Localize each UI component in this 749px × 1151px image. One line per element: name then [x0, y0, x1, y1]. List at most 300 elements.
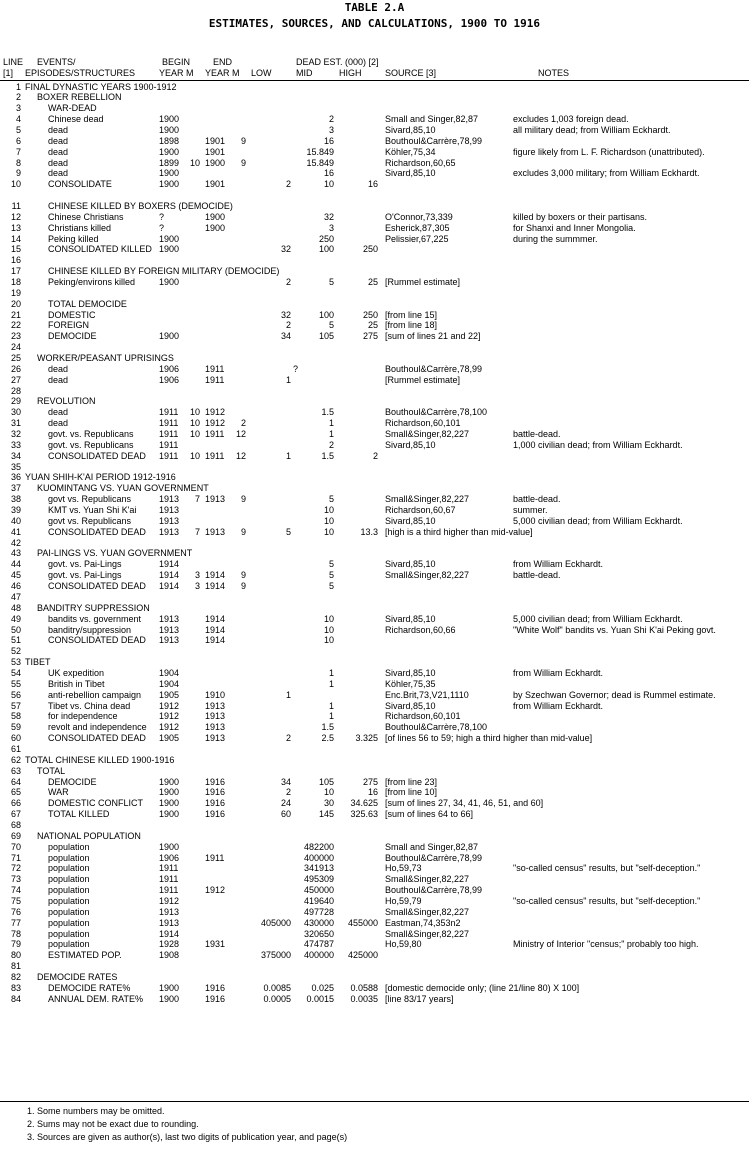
row-line-number: 65 [10, 787, 21, 798]
header-line: LINE [3, 57, 24, 67]
row-line-number: 29 [10, 396, 21, 407]
row-source: [line 83/17 years] [385, 993, 454, 1004]
row-line-number: 15 [10, 244, 21, 255]
row-begin-year: 1913 [159, 613, 180, 624]
row-source: Bouthoul&Carrère,78,100 [385, 722, 488, 733]
row-begin-year: 1899 [159, 157, 180, 168]
row-line-number: 69 [10, 830, 21, 841]
row-begin-year: 1911 [159, 863, 179, 874]
row-event: TOTAL CHINESE KILLED 1900-1916 [25, 754, 175, 765]
table-row [0, 462, 749, 473]
row-mid-estimate: 1 [328, 418, 334, 429]
table-row [0, 168, 749, 179]
row-begin-year: 1911 [159, 885, 179, 896]
row-end-month: 9 [240, 157, 246, 168]
row-high-estimate: 0.0035 [350, 993, 378, 1004]
row-end-year: 1913 [205, 526, 226, 537]
row-source: Esherick,87,305 [385, 222, 450, 233]
row-event: dead [48, 374, 69, 385]
row-low-estimate: 375000 [260, 950, 291, 961]
row-begin-year: 1900 [159, 993, 180, 1004]
table-row [0, 592, 749, 603]
row-source: Sivard,85,10 [385, 515, 436, 526]
row-end-year: 1901 [205, 135, 226, 146]
table-row [0, 668, 749, 679]
row-line-number: 13 [10, 222, 21, 233]
row-source: Richardson,60,66 [385, 624, 456, 635]
row-begin-year: 1900 [159, 331, 180, 342]
row-event: NATIONAL POPULATION [37, 830, 141, 841]
row-low-estimate: 0.0085 [263, 982, 291, 993]
row-mid-estimate: 1.5 [321, 722, 334, 733]
row-event: Chinese Christians [48, 211, 124, 222]
row-begin-year: 1911 [159, 439, 179, 450]
row-notes: "so-called census" results, but "self-deception." [513, 896, 701, 906]
row-event: TOTAL DEMOCIDE [48, 298, 127, 309]
row-line-number: 56 [10, 689, 21, 700]
table-row [0, 820, 749, 831]
table-row [0, 288, 749, 299]
row-end-month: 12 [235, 429, 246, 440]
row-mid-estimate: 105 [318, 776, 334, 787]
row-mid-estimate: 430000 [303, 917, 334, 928]
row-source: Sivard,85,10 [385, 559, 436, 570]
row-event: anti-rebellion campaign [48, 689, 142, 700]
row-begin-year: 1914 [159, 581, 180, 592]
table-row [0, 255, 749, 266]
row-line-number: 51 [10, 635, 21, 646]
row-notes: from William Eckhardt. [513, 700, 604, 711]
table-row [0, 472, 749, 483]
row-event: CONSOLIDATED DEAD [48, 733, 146, 744]
row-event: bandits vs. government [48, 613, 142, 624]
row-event: population [48, 917, 90, 928]
row-line-number: 49 [10, 613, 21, 624]
row-notes: killed by boxers or their partisans. [513, 211, 648, 222]
row-source: Small&Singer,82,227 [385, 874, 470, 885]
row-begin-year: 1913 [159, 515, 180, 526]
footnote-3: 3. Sources are given as author(s), last two digits of publication year, and page(s) [27, 1132, 348, 1142]
table-subtitle: ESTIMATES, SOURCES, AND CALCULATIONS, 1900 TO 1916 [208, 17, 541, 30]
row-begin-year: 1912 [159, 700, 180, 711]
row-begin-month: 7 [194, 526, 200, 537]
table-row [0, 701, 749, 712]
row-source: Bouthoul&Carrère,78,99 [385, 135, 483, 146]
row-low-estimate: 32 [280, 309, 291, 320]
row-mid-estimate: 450000 [303, 885, 334, 896]
row-event: population [48, 896, 90, 906]
row-low-estimate: 2 [285, 733, 291, 744]
header-events: EVENTS/ [37, 57, 76, 67]
row-high-estimate: 25 [367, 320, 378, 331]
table-row [0, 831, 749, 842]
row-line-number: 67 [10, 809, 21, 820]
row-begin-year: 1898 [159, 135, 180, 146]
table-row [0, 614, 749, 625]
row-begin-year: 1908 [159, 950, 180, 961]
row-low-estimate: 34 [280, 331, 291, 342]
header-begin: BEGIN [162, 57, 191, 67]
row-end-year: 1914 [205, 581, 226, 592]
row-source: [sum of lines 21 and 22] [385, 331, 481, 342]
row-end-month: 2 [240, 418, 246, 429]
table-row [0, 885, 749, 896]
table-row [0, 874, 749, 885]
table-row [0, 625, 749, 636]
row-source: Bouthoul&Carrère,78,99 [385, 363, 483, 374]
row-begin-year: 1900 [159, 124, 180, 135]
row-source: Eastman,74,353n2 [385, 917, 461, 928]
row-event: CONSOLIDATED DEAD [48, 450, 146, 461]
row-line-number: 79 [10, 939, 21, 950]
row-event: govt vs. Republicans [48, 494, 132, 505]
row-end-year: 1914 [205, 613, 226, 624]
row-mid-estimate: 419640 [303, 896, 334, 906]
row-begin-year: 1900 [159, 168, 180, 179]
row-event: dead [48, 135, 69, 146]
row-event: CONSOLIDATED DEAD [48, 526, 146, 537]
table-row [0, 896, 749, 907]
row-low-estimate: 405000 [260, 917, 291, 928]
row-line-number: 59 [10, 722, 21, 733]
row-line-number: 66 [10, 798, 21, 809]
row-begin-year: 1913 [159, 906, 180, 917]
row-notes: during the summmer. [513, 233, 598, 244]
row-source: Richardson,60,101 [385, 418, 461, 429]
row-event: Peking killed [48, 233, 99, 244]
row-source: Ho,59,80 [385, 939, 422, 950]
row-mid-estimate: 2 [328, 439, 334, 450]
row-begin-year: 1913 [159, 505, 180, 516]
row-source: [from line 23] [385, 776, 438, 787]
row-mid-estimate: 1 [328, 700, 334, 711]
row-begin-year: 1900 [159, 841, 180, 852]
row-line-number: 82 [10, 972, 21, 983]
table-row [0, 559, 749, 570]
row-source: [Rummel estimate] [385, 374, 461, 385]
row-source: Richardson,60,67 [385, 505, 456, 516]
row-line-number: 12 [10, 211, 21, 222]
row-line-number: 80 [10, 950, 21, 961]
row-mid-estimate: 10 [323, 526, 334, 537]
row-end-year: 1910 [205, 689, 226, 700]
table-row [0, 386, 749, 397]
row-low-estimate: 2 [285, 179, 291, 190]
row-mid-estimate: 1 [328, 711, 334, 722]
row-event: govt. vs. Pai-Lings [48, 570, 122, 581]
row-begin-year: 1900 [159, 244, 180, 255]
header-low: LOW [251, 68, 272, 78]
table-row [0, 244, 749, 255]
row-notes: excludes 3,000 military; from William Eckhardt. [513, 168, 700, 179]
row-event: KMT vs. Yuan Shi K'ai [48, 505, 137, 516]
row-source: Small&Singer,82,227 [385, 906, 470, 917]
row-begin-year: 1914 [159, 570, 180, 581]
header-notes: NOTES [538, 68, 570, 78]
row-line-number: 62 [10, 754, 21, 765]
row-event: PAI-LINGS VS. YUAN GOVERNMENT [37, 548, 193, 559]
row-line-number: 37 [10, 483, 21, 494]
row-high-estimate: 34.625 [350, 798, 378, 809]
row-end-year: 1912 [205, 418, 226, 429]
row-end-year: 1911 [205, 374, 225, 385]
row-event: population [48, 841, 90, 852]
row-begin-year: 1906 [159, 852, 180, 863]
row-line-number: 63 [10, 765, 21, 776]
row-begin-year: 1900 [159, 982, 180, 993]
row-end-year: 1911 [205, 363, 225, 374]
row-event: dead [48, 124, 69, 135]
table-row [0, 581, 749, 592]
row-end-month: 9 [240, 494, 246, 505]
row-line-number: 30 [10, 407, 21, 418]
row-begin-year: 1904 [159, 678, 180, 689]
header-end: END [213, 57, 233, 67]
row-low-estimate: 60 [280, 809, 291, 820]
row-line-number: 58 [10, 711, 21, 722]
table-row [0, 538, 749, 549]
row-source: Bouthoul&Carrère,78,99 [385, 852, 483, 863]
table-row [0, 136, 749, 147]
row-end-year: 1916 [205, 809, 226, 820]
row-mid-estimate: 10 [323, 515, 334, 526]
row-line-number: 47 [10, 591, 21, 602]
row-source: Sivard,85,10 [385, 439, 436, 450]
row-mid-estimate: 250 [318, 233, 334, 244]
row-line-number: 40 [10, 515, 21, 526]
row-mid-estimate: 0.0015 [306, 993, 334, 1004]
row-line-number: 39 [10, 505, 21, 516]
row-mid-estimate: 16 [323, 135, 334, 146]
row-line-number: 31 [10, 418, 21, 429]
row-mid-estimate: 10 [323, 505, 334, 516]
row-event: CONSOLIDATED DEAD [48, 635, 146, 646]
row-event: govt. vs. Republicans [48, 439, 134, 450]
row-begin-year: 1913 [159, 635, 180, 646]
table-row [0, 103, 749, 114]
row-low-estimate: 1 [285, 689, 291, 700]
row-begin-year: 1911 [159, 874, 179, 885]
row-line-number: 33 [10, 439, 21, 450]
row-begin-year: 1912 [159, 711, 180, 722]
row-end-year: 1911 [205, 450, 225, 461]
row-source: Ho,59,73 [385, 863, 422, 874]
row-mid-estimate: 10 [323, 787, 334, 798]
row-begin-year: 1911 [159, 429, 179, 440]
row-notes: 5,000 civilian dead; from William Eckhardt. [513, 613, 683, 624]
row-line-number: 81 [10, 961, 21, 972]
row-event: TOTAL [37, 765, 66, 776]
footnote-2: 2. Sums may not be exact due to rounding. [27, 1119, 199, 1129]
row-line-number: 77 [10, 917, 21, 928]
row-begin-year: 1904 [159, 667, 180, 678]
footnote-1: 1. Some numbers may be omitted. [27, 1106, 165, 1116]
row-source: Sivard,85,10 [385, 667, 436, 678]
row-line-number: 71 [10, 852, 21, 863]
row-high-estimate: 250 [362, 309, 378, 320]
row-mid-estimate: 10 [323, 635, 334, 646]
row-line-number: 34 [10, 450, 21, 461]
table-row [0, 364, 749, 375]
row-end-year: 1901 [205, 146, 226, 157]
row-begin-month: 10 [189, 429, 200, 440]
row-mid-estimate: 482200 [303, 841, 334, 852]
row-line-number: 64 [10, 776, 21, 787]
row-notes: by Szechwan Governor; dead is Rummel estimate. [513, 689, 716, 700]
row-begin-month: 10 [189, 407, 200, 418]
table-row [0, 483, 749, 494]
row-event: ANNUAL DEM. RATE% [48, 993, 144, 1004]
row-mid-estimate: 0.025 [311, 982, 334, 993]
header-mid: MID [296, 68, 313, 78]
row-event: UK expedition [48, 667, 105, 678]
row-line-number: 8 [15, 157, 21, 168]
row-event: DEMOCIDE RATE% [48, 982, 131, 993]
row-notes: battle-dead. [513, 429, 561, 440]
row-mid-estimate: 5 [328, 320, 334, 331]
table-row [0, 994, 749, 1005]
row-notes: "so-called census" results, but "self-deception." [513, 863, 701, 874]
row-event: Chinese dead [48, 114, 104, 125]
row-end-year: 1900 [205, 211, 226, 222]
row-line-number: 55 [10, 678, 21, 689]
row-mid-estimate: 32 [323, 211, 334, 222]
row-event: WAR-DEAD [48, 103, 97, 114]
row-source: Enc.Brit,73,V21,1110 [385, 689, 469, 700]
table-row [0, 787, 749, 798]
row-mid-estimate: 10 [323, 179, 334, 190]
table-row [0, 929, 749, 940]
row-mid-estimate: 30 [323, 798, 334, 809]
table-row [0, 842, 749, 853]
row-end-month: 9 [240, 581, 246, 592]
row-line-number: 44 [10, 559, 21, 570]
table-row [0, 766, 749, 777]
row-low-estimate: 24 [280, 798, 291, 809]
row-low-estimate: 1 [285, 450, 291, 461]
row-event: banditry/suppression [48, 624, 132, 635]
row-notes: battle-dead. [513, 494, 561, 505]
row-notes: battle-dead. [513, 570, 561, 581]
row-line-number: 26 [10, 363, 21, 374]
table-row [0, 418, 749, 429]
row-end-year: 1913 [205, 711, 226, 722]
table-row [0, 950, 749, 961]
row-source: Pelissier,67,225 [385, 233, 449, 244]
row-end-year: 1913 [205, 700, 226, 711]
table-row [0, 92, 749, 103]
row-mid-estimate: 320650 [303, 928, 334, 939]
row-notes: from William Eckhardt. [513, 559, 604, 570]
header-end-year: YEAR M [205, 68, 240, 78]
table-row [0, 961, 749, 972]
table-row [0, 983, 749, 994]
row-event: Peking/environs killed [48, 276, 136, 287]
row-source: Small&Singer,82,227 [385, 570, 470, 581]
row-mid-estimate: 3 [328, 124, 334, 135]
row-mid-estimate: 100 [318, 309, 334, 320]
row-end-year: 1914 [205, 570, 226, 581]
row-high-estimate: 0.0588 [350, 982, 378, 993]
table-row [0, 516, 749, 527]
row-event: TOTAL KILLED [48, 809, 110, 820]
row-source: Sivard,85,10 [385, 613, 436, 624]
row-line-number: 53 [10, 657, 21, 668]
row-mid-estimate: 474787 [303, 939, 334, 950]
row-event: DOMESTIC [48, 309, 96, 320]
row-mid-estimate: 5 [328, 559, 334, 570]
row-source: [from line 10] [385, 787, 438, 798]
row-line-number: 4 [15, 114, 21, 125]
header-episodes: EPISODES/STRUCTURES [25, 68, 136, 78]
row-line-number: 35 [10, 461, 21, 472]
row-source: Bouthoul&Carrère,78,99 [385, 885, 483, 896]
row-notes: 5,000 civilian dead; from William Eckhardt. [513, 515, 683, 526]
row-line-number: 2 [15, 92, 21, 103]
row-notes: excludes 1,003 foreign dead. [513, 114, 629, 125]
table-row [0, 82, 749, 93]
row-begin-month: 10 [189, 450, 200, 461]
row-line-number: 61 [10, 743, 21, 754]
row-event: FOREIGN [48, 320, 90, 331]
row-begin-year: 1900 [159, 776, 180, 787]
row-begin-year: 1900 [159, 798, 180, 809]
table-row [0, 809, 749, 820]
header-source: SOURCE [3] [385, 68, 437, 78]
row-line-number: 41 [10, 526, 21, 537]
row-line-number: 19 [10, 287, 21, 298]
row-event: CONSOLIDATED KILLED [48, 244, 152, 255]
row-line-number: 76 [10, 906, 21, 917]
row-end-year: 1913 [205, 733, 226, 744]
row-end-year: 1931 [205, 939, 226, 950]
row-source: Köhler,75,34 [385, 146, 436, 157]
table-row [0, 505, 749, 516]
row-begin-month: 3 [194, 570, 200, 581]
row-end-year: 1916 [205, 982, 226, 993]
row-event: ESTIMATED POP. [48, 950, 122, 961]
table-row [0, 190, 749, 201]
row-line-number: 36 [10, 472, 21, 483]
row-line-number: 60 [10, 733, 21, 744]
table-row [0, 863, 749, 874]
row-line-number: 11 [11, 200, 21, 211]
row-mid-estimate: 400000 [303, 852, 334, 863]
table-row [0, 440, 749, 451]
row-begin-year: 1913 [159, 494, 180, 505]
row-line-number: 10 [10, 179, 21, 190]
table-row [0, 798, 749, 809]
table-row [0, 690, 749, 701]
row-line-number: 22 [10, 320, 21, 331]
row-mid-estimate: 16 [323, 168, 334, 179]
header-line-note: [1] [3, 68, 14, 78]
row-end-year: 1914 [205, 635, 226, 646]
row-event: KUOMINTANG VS. YUAN GOVERNMENT [37, 483, 209, 494]
row-event: DEMOCIDE RATES [37, 972, 118, 983]
row-begin-year: 1912 [159, 896, 180, 906]
row-end-year: 1911 [205, 429, 225, 440]
row-mid-estimate: 5 [328, 494, 334, 505]
table-row [0, 939, 749, 950]
row-low-estimate: 0.0005 [263, 993, 291, 1004]
header-high: HIGH [339, 68, 362, 78]
table-row [0, 396, 749, 407]
row-mid-estimate: 10 [323, 624, 334, 635]
row-begin-year: ? [159, 222, 165, 233]
row-event: govt vs. Republicans [48, 515, 132, 526]
row-event: dead [48, 418, 69, 429]
